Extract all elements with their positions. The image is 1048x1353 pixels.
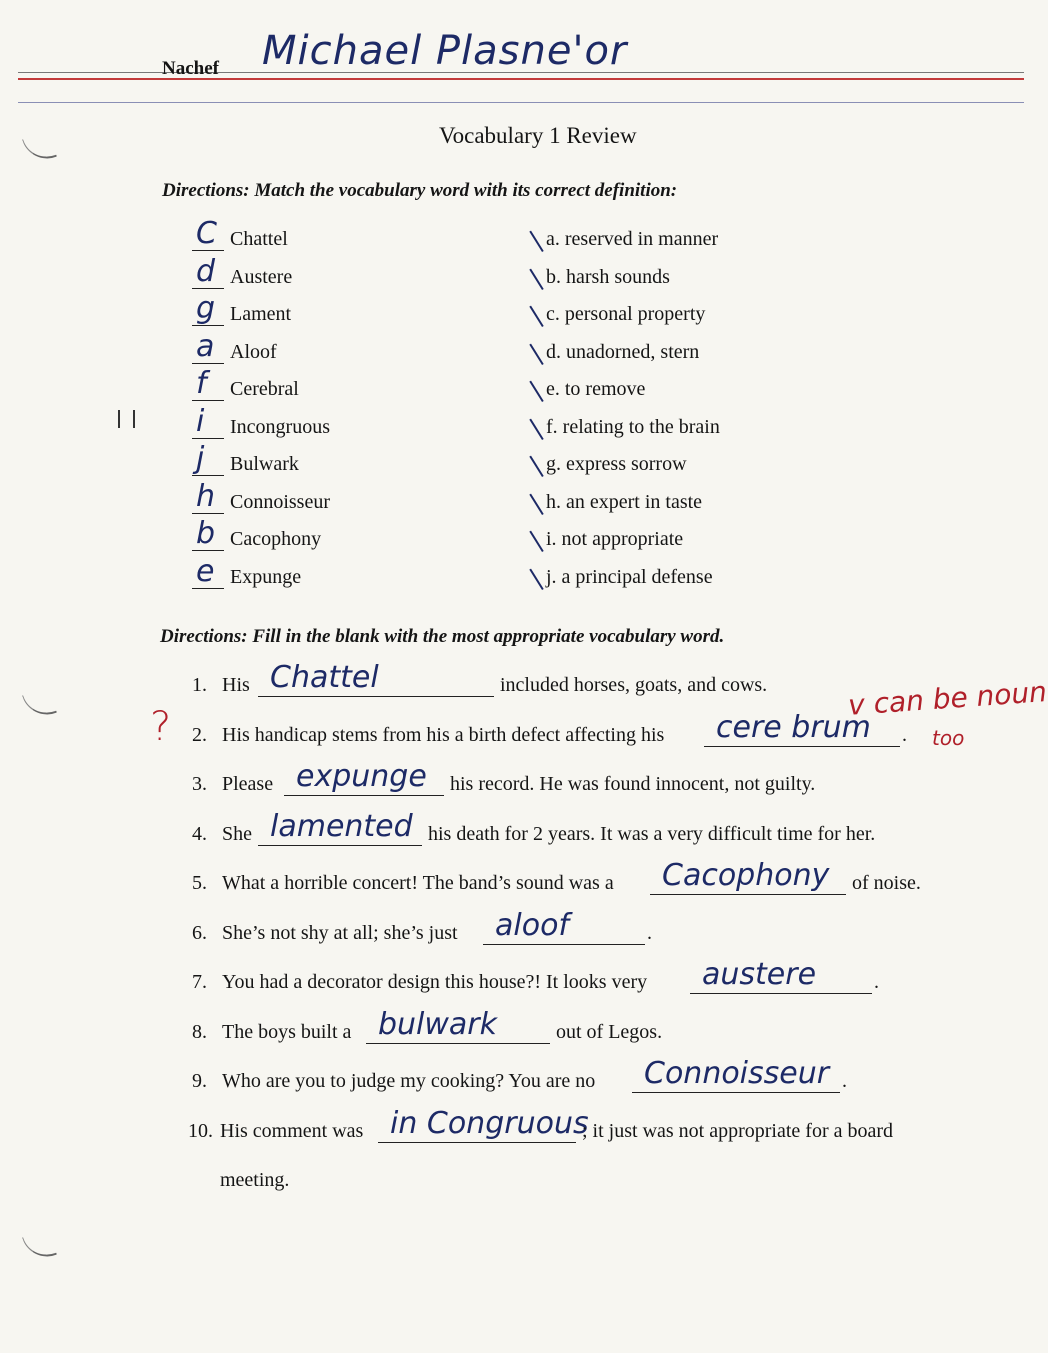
hole-punch-middle xyxy=(22,686,57,722)
match-word: Cacophony xyxy=(230,528,322,550)
student-name-signature: Michael Plasne'or xyxy=(262,28,628,74)
match-answer: a xyxy=(196,328,215,364)
hole-punch-bottom xyxy=(22,1228,57,1264)
match-word: Lament xyxy=(230,303,292,325)
question-text-before: You had a decorator design this house?! It looks very xyxy=(222,971,648,993)
question-text-before: She xyxy=(222,822,252,845)
answer-blank xyxy=(632,1092,840,1093)
match-answer: e xyxy=(196,553,215,589)
handwritten-answer: in Congruous xyxy=(390,1105,589,1141)
answer-blank xyxy=(366,1043,550,1044)
question-number: 5. xyxy=(192,872,207,894)
question-text-after: of noise. xyxy=(852,872,921,894)
question-text-before: The boys built a xyxy=(222,1020,352,1043)
matching-directions: Directions: Match the vocabulary word with its correct definition: xyxy=(162,180,678,201)
answer-blank xyxy=(704,746,900,747)
match-answer: i xyxy=(196,403,205,439)
match-word: Austere xyxy=(230,265,293,288)
question-number: 7. xyxy=(192,971,207,993)
match-word: Connoisseur xyxy=(230,490,330,513)
question-text-continuation: meeting. xyxy=(220,1169,290,1191)
question-text-after: his death for 2 years. It was a very difficult time for her. xyxy=(428,822,876,845)
teacher-comment-line-2: too xyxy=(932,726,965,750)
match-definition: d. unadorned, stern xyxy=(546,340,700,363)
match-definition: g. express sorrow xyxy=(546,453,687,475)
handwritten-answer: Cacophony xyxy=(662,858,830,893)
handwritten-answer: cere brum xyxy=(716,709,871,745)
match-answer: C xyxy=(196,216,217,251)
question-text-before: Who are you to judge my cooking? You are no xyxy=(222,1070,596,1092)
match-answer: f xyxy=(196,366,207,401)
answer-blank xyxy=(258,845,422,846)
answer-blank xyxy=(650,894,846,895)
teacher-question-mark: ? xyxy=(150,704,172,750)
match-answer: g xyxy=(196,291,216,326)
page-title: Vocabulary 1 Review xyxy=(439,123,637,148)
question-text-after: . xyxy=(647,921,652,944)
handwritten-answer: lamented xyxy=(270,808,413,844)
question-text-before: She’s not shy at all; she’s just xyxy=(222,921,458,944)
match-word: Aloof xyxy=(230,340,277,363)
match-definition: h. an expert in taste xyxy=(546,490,703,513)
question-text-before: What a horrible concert! The band’s sound was a xyxy=(222,872,614,894)
teacher-comment-line-1: v can be noun xyxy=(847,675,1048,722)
handwritten-answer: expunge xyxy=(296,759,427,794)
answer-blank xyxy=(258,696,494,697)
match-definition: j. a principal defense xyxy=(546,565,713,588)
question-text-after: out of Legos. xyxy=(556,1020,663,1043)
match-word: Expunge xyxy=(230,565,302,588)
handwritten-answer: austere xyxy=(702,957,817,992)
handwritten-answer: aloof xyxy=(495,907,569,943)
match-word: Bulwark xyxy=(230,453,299,475)
match-definition: f. relating to the brain xyxy=(546,415,720,438)
handwritten-answer: Chattel xyxy=(270,660,379,695)
question-number: 9. xyxy=(192,1070,207,1092)
question-number: 8. xyxy=(192,1020,207,1043)
header-rule-blue xyxy=(18,102,1024,103)
match-answer: h xyxy=(196,478,216,514)
answer-blank xyxy=(284,795,444,796)
question-text-before: His handicap stems from his a birth defect affecting his xyxy=(222,723,665,746)
match-answer: j xyxy=(196,441,205,476)
question-text-after: included horses, goats, and cows. xyxy=(500,674,768,696)
question-text-after: . xyxy=(842,1070,847,1092)
match-definition: a. reserved in manner xyxy=(546,228,719,250)
question-text-after: his record. He was found innocent, not guilty. xyxy=(450,773,816,795)
fill-in-directions: Directions: Fill in the blank with the most appropriate vocabulary word. xyxy=(160,626,725,647)
question-text-before: His xyxy=(222,674,250,696)
match-word: Cerebral xyxy=(230,378,299,400)
answer-blank xyxy=(378,1142,576,1143)
match-definition: b. harsh sounds xyxy=(546,265,670,288)
hole-punch-top xyxy=(22,130,57,166)
name-label: Nachef xyxy=(162,58,219,79)
match-word: Incongruous xyxy=(230,415,330,438)
match-definition: i. not appropriate xyxy=(546,528,684,550)
match-definition: c. personal property xyxy=(546,303,706,325)
margin-tick-marks xyxy=(116,408,144,430)
question-number: 4. xyxy=(192,822,207,845)
question-text-after: . xyxy=(902,723,907,746)
question-number: 2. xyxy=(192,723,207,746)
question-text-before: Please xyxy=(222,773,274,795)
answer-blank xyxy=(690,993,872,994)
question-number: 1. xyxy=(192,674,207,696)
match-answer: d xyxy=(196,253,216,289)
match-answer: b xyxy=(196,516,216,551)
answer-blank xyxy=(483,944,645,945)
question-text-after: ; it just was not appropriate for a board xyxy=(582,1119,894,1142)
question-number: 6. xyxy=(192,921,207,944)
handwritten-answer: Connoisseur xyxy=(644,1056,830,1091)
match-word: Chattel xyxy=(230,228,288,250)
match-definition: e. to remove xyxy=(546,378,646,400)
question-text-after: . xyxy=(874,971,879,993)
question-number: 3. xyxy=(192,773,207,795)
handwritten-answer: bulwark xyxy=(378,1006,498,1042)
question-number: 10. xyxy=(188,1119,213,1142)
question-text-before: His comment was xyxy=(220,1119,364,1142)
